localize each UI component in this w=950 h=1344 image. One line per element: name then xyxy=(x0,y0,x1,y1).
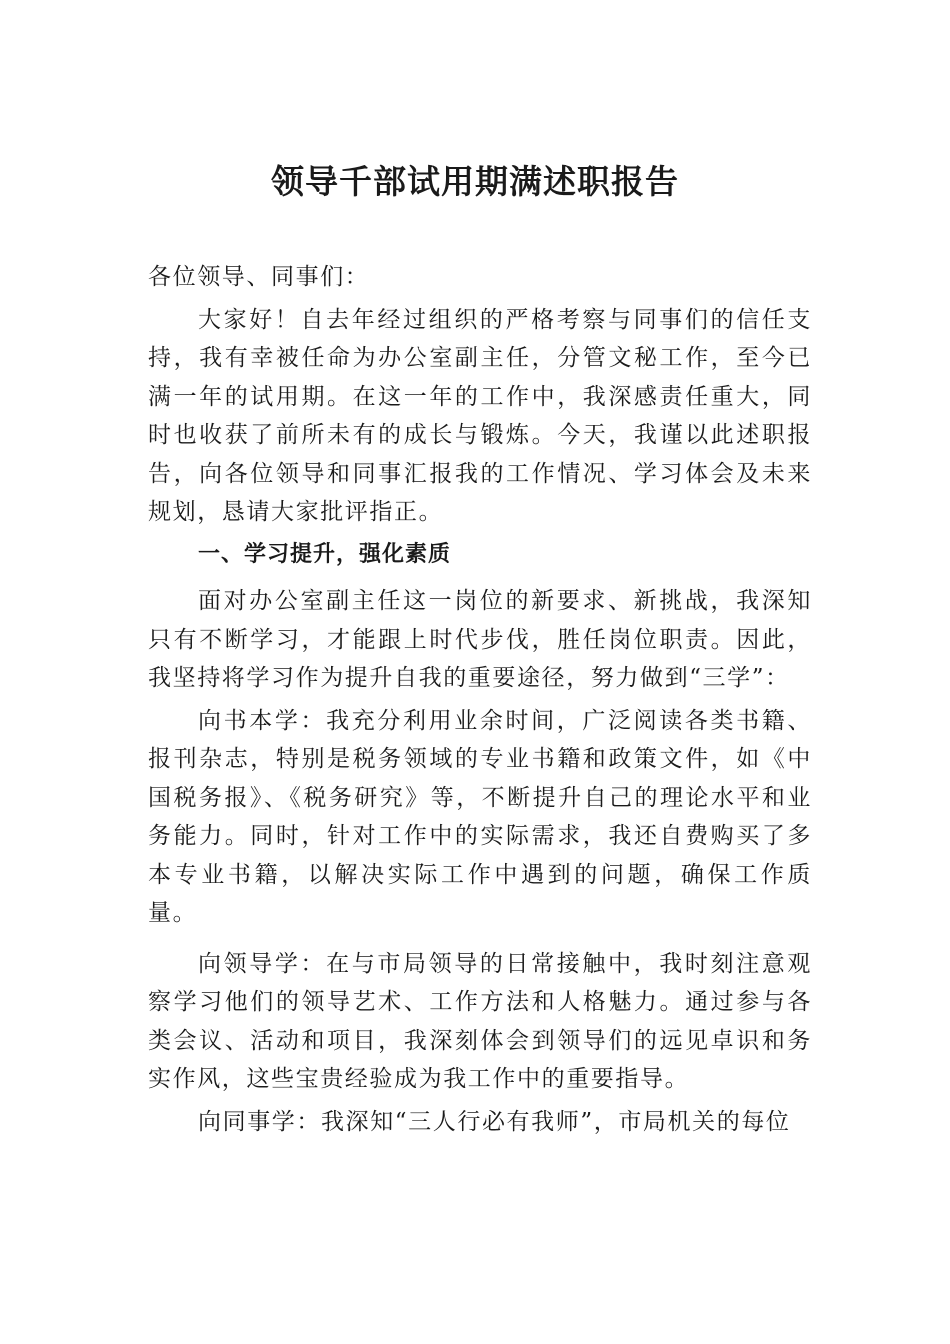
body-paragraph: 向领导学：在与市局领导的日常接触中，我时刻注意观察学习他们的领导艺术、工作方法和人格魅力。通过参与各类会议、活动和项目，我深刻体会到领导们的远见卓识和务实作风，这些宝贵经验成为我工作中的重要指导。 xyxy=(148,950,812,1092)
intro-paragraph: 大家好！自去年经过组织的严格考察与同事们的信任支持，我有幸被任命为办公室副主任，分管文秘工作，至今已满一年的试用期。在这一年的工作中，我深感责任重大，同 时也收获了前所未有的成长与锻炼。今天，我谨以此述职报 告，向各位领导和同事汇报我的工作情况、学习体会及未来 规划，恳请大家批评指正。 xyxy=(148,306,837,525)
section-heading: 一、学习提升，强化素质 xyxy=(198,541,452,567)
document-body xyxy=(148,258,837,1141)
salutation: 各位领导、同事们： xyxy=(148,264,370,290)
body-paragraph: 向书本学：我充分利用业余时间，广泛阅读各类书籍、报刊杂志，特别是税务领域的专业书籍和政策文件，如《中国税务报》、《税务研究》等，不断提升自己的理论水平和业务能力。同时，针对工作中的实际需求，我还自费购买了多本专业书籍，以解决实际工作中遇到的问题，确保工作质量。 xyxy=(148,707,812,926)
body-paragraph: 面对办公室副主任这一岗位的新要求、新挑战，我深知只有不断学习，才能跟上时代步伐，胜任岗位职责。因此，我坚持将学习作为提升自我的重要途径，努力做到“三学”： xyxy=(148,588,812,691)
body-paragraph: 向同事学：我深知“三人行必有我师”，市局机关的每位 xyxy=(198,1108,791,1135)
document-title: 领导千部试用期满述职报告 xyxy=(271,162,679,201)
